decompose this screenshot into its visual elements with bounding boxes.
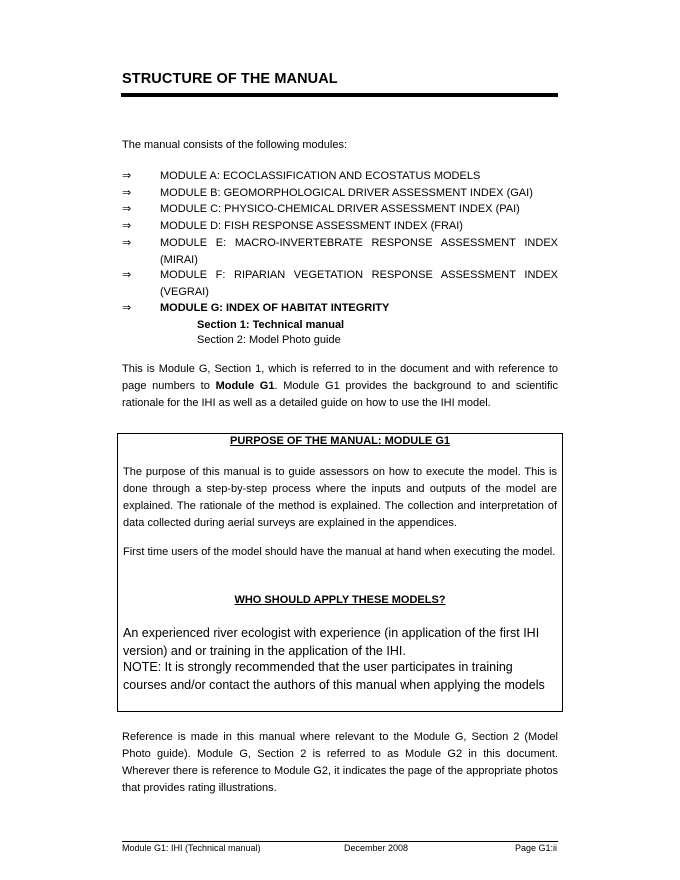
module-item-g (122, 300, 558, 317)
footer-date: December 2008 (344, 843, 409, 853)
arrow-icon: ⇒ (122, 302, 132, 314)
module-item-a (122, 168, 558, 185)
arrow-icon: ⇒ (122, 237, 132, 249)
footer-left: Module G1: IHI (Technical manual) (122, 843, 261, 853)
footer-page-number: Page G1:ii (514, 843, 557, 853)
reference-paragraph: Reference is made in this manual where relevant to the Module G, Section 2 (Model Photo guide). Module G, Section 2 is referred to as Module G2 in this document. Wherever there is reference to Module G2, it indicates the page of the appropriate photos that provides rating illustrations. (122, 731, 558, 794)
module-label: MODULE G: INDEX OF HABITAT INTEGRITY (160, 302, 390, 314)
purpose-heading: PURPOSE OF THE MANUAL: MODULE G1 (229, 435, 450, 447)
intro-paragraph: This is Module G, Section 1, which is referred to in the document and with reference to page numbers to Module G1. Module G1 provides the background to and scientific rationale for the IHI as well as a detailed guide on how to use the IHI model. (122, 363, 558, 409)
arrow-icon: ⇒ (122, 170, 132, 182)
intro-text: The manual consists of the following modules: (122, 139, 348, 151)
title-rule (121, 93, 558, 97)
module-item-d (122, 218, 558, 235)
arrow-icon: ⇒ (122, 203, 132, 215)
first-time-users-paragraph: First time users of the model should have the manual at hand when executing the model. (123, 546, 556, 558)
module-label: MODULE C: PHYSICO-CHEMICAL DRIVER ASSESSMENT INDEX (PAI) (160, 203, 520, 215)
module-label: MODULE D: FISH RESPONSE ASSESSMENT INDEX (FRAI) (160, 220, 463, 232)
module-label: MODULE A: ECOCLASSIFICATION AND ECOSTATUS MODELS (160, 170, 481, 182)
page-title: STRUCTURE OF THE MANUAL (122, 71, 338, 87)
purpose-box (117, 433, 563, 712)
footer-rule (122, 841, 558, 842)
module-label: MODULE B: GEOMORPHOLOGICAL DRIVER ASSESSMENT INDEX (GAI) (160, 187, 533, 199)
section-2-label: Section 2: Model Photo guide (197, 334, 341, 346)
module-label: MODULE E: MACRO-INVERTEBRATE RESPONSE ASSESSMENT INDEX (MIRAI) (160, 237, 558, 266)
purpose-paragraph: The purpose of this manual is to guide assessors on how to execute the model. This is done through a step-by-step process where the inputs and outputs of the model are explained. The rationale of the method is explained. The collection and interpretation of data collected during aerial surveys are explained in the appendices. (123, 466, 557, 529)
note-paragraph: NOTE: It is strongly recommended that the user participates in training courses and/or contact the authors of this manual when applying the models (123, 660, 545, 692)
module-item-c (122, 201, 558, 218)
module-ref: Module G1 (215, 380, 275, 392)
module-item-b (122, 185, 558, 202)
experience-paragraph: An experienced river ecologist with experience (in application of the first IHI version) and or training in the application of the IHI. (123, 626, 540, 658)
module-label: MODULE F: RIPARIAN VEGETATION RESPONSE ASSESSMENT INDEX (VEGRAI) (160, 269, 558, 298)
arrow-icon: ⇒ (122, 187, 132, 199)
arrow-icon: ⇒ (122, 269, 132, 281)
arrow-icon: ⇒ (122, 220, 132, 232)
who-should-apply-heading: WHO SHOULD APPLY THESE MODELS? (234, 594, 446, 606)
section-1-label: Section 1: Technical manual (197, 319, 345, 331)
module-item-f (122, 267, 558, 301)
module-item-e (122, 235, 558, 269)
